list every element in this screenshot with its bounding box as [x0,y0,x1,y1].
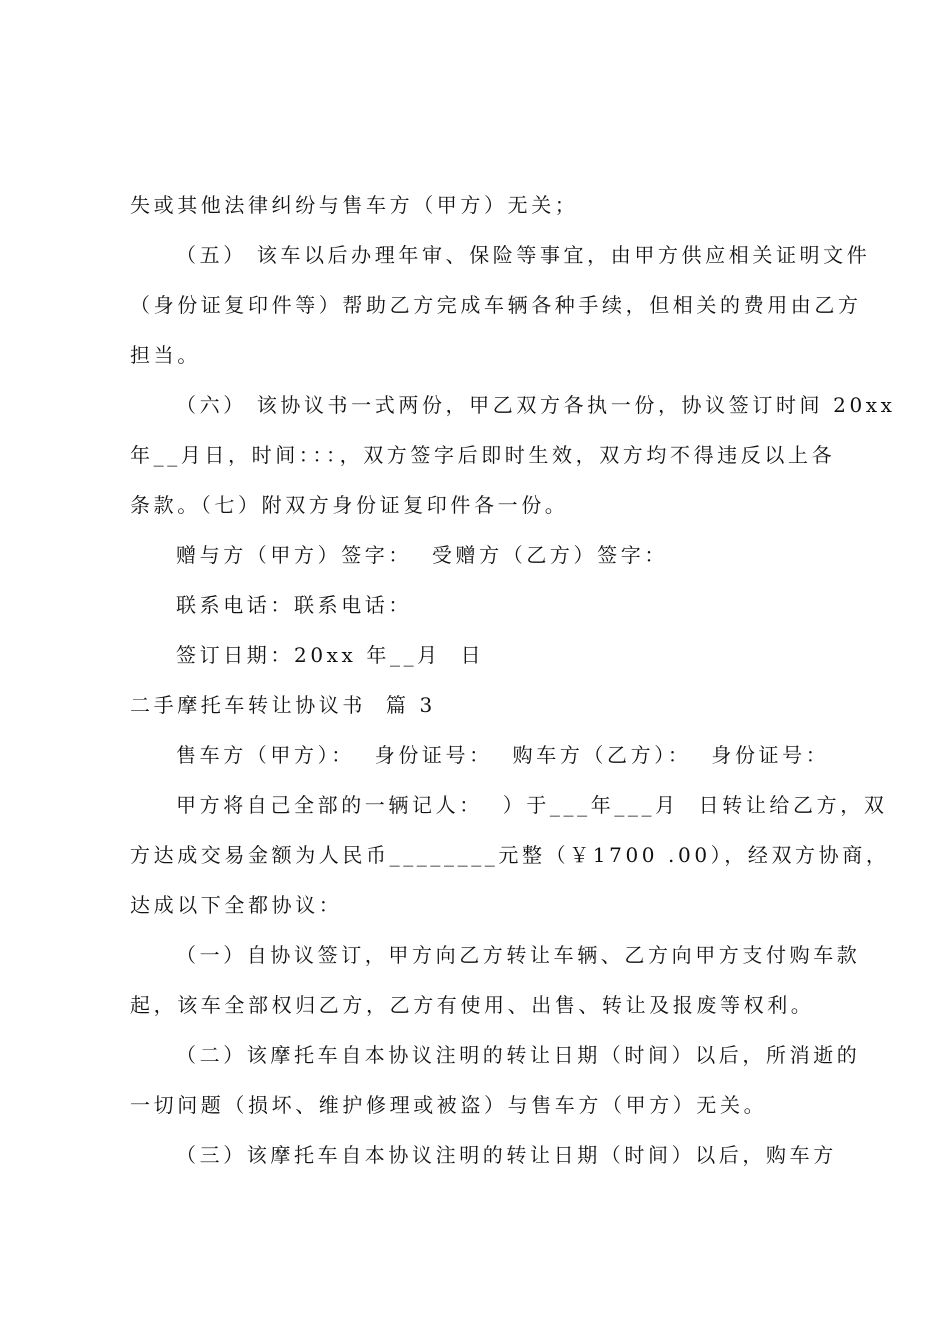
text-line: 一切问题（损坏、维护修理或被盗）与售车方（甲方）无关。 [130,1093,768,1117]
text-line: （六） 该协议书一式两份，甲乙双方各执一份，协议签订时间 20xx [176,393,896,417]
text-line: 赠与方（甲方）签字： 受赠方（乙方）签字： [176,543,668,567]
text-line: 条款。（七）附双方身份证复印件各一份。 [130,493,569,517]
text-line: 年__月日，时间：：：，双方签字后即时生效，双方均不得违反以上各 [130,443,836,467]
text-line: （一）自协议签订，甲方向乙方转让车辆、乙方向甲方支付购车款 [176,943,861,967]
text-line: 联系电话：联系电话： [176,593,412,617]
text-line: 担当。 [130,343,201,367]
text-line: （身份证复印件等）帮助乙方完成车辆各种手续，但相关的费用由乙方 [130,293,862,317]
text-line: （三）该摩托车自本协议注明的转让日期（时间）以后，购车方 [176,1143,837,1167]
text-line: 达成以下全都协议： [130,893,343,917]
text-line: 起，该车全部权归乙方，乙方有使用、出售、转让及报废等权利。 [130,993,815,1017]
text-line: 签订日期：20xx 年__月 日 [176,643,485,667]
text-line: 失或其他法律纠纷与售车方（甲方）无关； [130,193,579,217]
section-heading: 二手摩托车转让协议书 篇 3 [130,693,436,717]
text-line: （五） 该车以后办理年审、保险等事宜，由甲方供应相关证明文件 [176,243,871,267]
text-line: （二）该摩托车自本协议注明的转让日期（时间）以后，所消逝的 [176,1043,861,1067]
text-line: 甲方将自己全部的一辆记人： ）于___年___月 日转让给乙方，双 [176,793,888,817]
text-line: 售车方（甲方）： 身份证号： 购车方（乙方）： 身份证号： [176,743,830,767]
text-line: 方达成交易金额为人民币________元整（￥1700 .00），经双方协商， [130,843,890,867]
